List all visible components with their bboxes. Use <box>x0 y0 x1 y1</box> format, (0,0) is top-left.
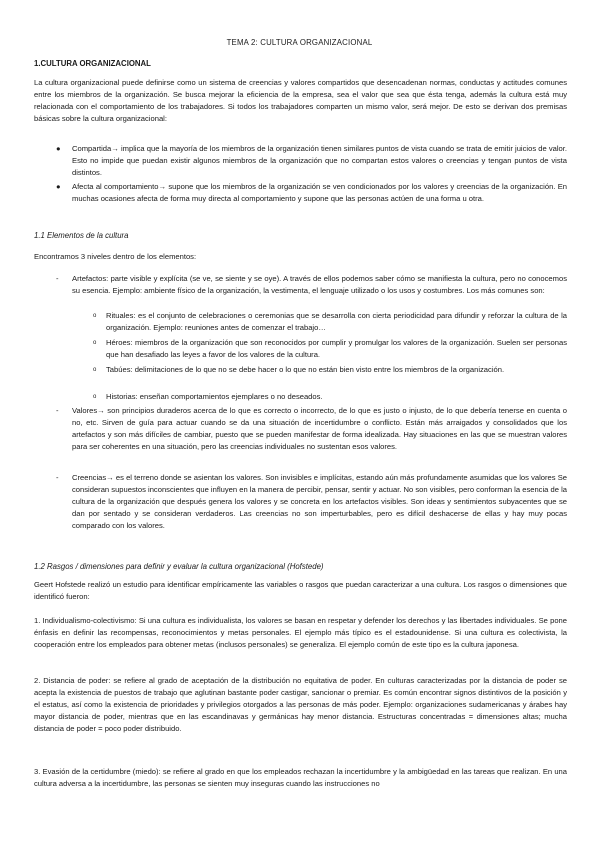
section-heading-cultura-organizacional: 1.CULTURA ORGANIZACIONAL <box>34 59 151 68</box>
valores-item: Valores→ son principios duraderos acerca de lo que es correcto o incorrecto, de lo que es justo o injusto, de lo que debería tenerse en cuenta o no, etc. Sirven de guía para actuar cuando se da una situación de incertidumbre o conflicto. Están más arraigados y consolidados que los artefactos y son más difíciles de cambiar, puesto que se pueden manifestar de forma idealizada. Hay situaciones en las que se muestran valores para ser coherentes en una situación, pero las creencias individuales no sustentan esos valores. <box>72 406 567 451</box>
sub-bullet-marker: o <box>93 340 97 346</box>
document-title: TEMA 2: CULTURA ORGANIZACIONAL <box>226 38 373 47</box>
bullet-marker: ● <box>56 182 61 191</box>
dash-marker: - <box>56 473 59 482</box>
bullet-marker: ● <box>56 144 61 153</box>
creencias-item: Creencias→ es el terreno donde se asientan los valores. Son invisibles e implícitas, estando aún más profundamente asumidas que los valores Se consideran supuestos inconscientes que influyen en la manera de percibir, pensar, sentir y actuar. No son visibles, pero conforman la esencia de la cultura de la organización que después genera los valores y se concreta en los artefactos visibles. Son ideas y sentimientos subyacentes que se dan por sentado y se consideran verdaderos. Las creencias no son imperturbables, pero es difícil deshacerse de ellas y hay muy pocas comparado con los valores. <box>72 473 567 530</box>
sub-bullet-marker: o <box>93 394 97 400</box>
historias-item: Historias: enseñan comportamientos ejemplares o no deseados. <box>106 392 323 401</box>
subsection-heading-rasgos: 1.2 Rasgos / dimensiones para definir y evaluar la cultura organizacional (Hofstede) <box>34 562 324 571</box>
sub-bullet-marker: o <box>93 367 97 373</box>
premisa-afecta-comportamiento: Afecta al comportamiento→ supone que los miembros de la organización se ven condicionados por los valores y creencias de la organización. En muchas ocasiones afecta de forma muy directa al comportamiento y supone que las personas actúen de una forma u otra. <box>72 182 567 203</box>
heroes-item: Héroes: miembros de la organización que son reconocidos por cumplir y promulgar los valores de la organización. Suelen ser personas que han desafiado las leyes a favor de los valores de la cultura. <box>106 338 567 359</box>
dash-marker: - <box>56 274 59 283</box>
subsection-heading-elementos: 1.1 Elementos de la cultura <box>34 231 129 240</box>
dash-marker: - <box>56 406 59 415</box>
rasgo-individualismo: 1. Individualismo-colectivismo: Si una cultura es individualista, los valores se basan en respetar y defender los derechos y las libertades individuales. Se pone énfasis en definir las recompensas, reconocimientos y metas personales. El ejemplo más típico es el estadounidense. Si una cultura es colectivista, la cooperación entre los empleados para obtener metas (inclusos personales) se generaliza. El ejemplo común de este tipo es la cultura japonesa. <box>34 616 567 649</box>
rasgos-intro: Geert Hofstede realizó un estudio para identificar empíricamente las variables o rasgos que puedan caracterizar a una cultura. Los rasgos o dimensiones que identificó fueron: <box>34 580 567 601</box>
intro-paragraph: La cultura organizacional puede definirse como un sistema de creencias y valores compartidos que desencadenan normas, conductas y actitudes comunes entre los miembros de la organización. Se busca mejorar la eficiencia de la empresa, sea el valor que sea que ésta tenga, además la cultura está muy relacionada con el comportamiento de los trabajadores. Si todos los trabajadores comparten un mismo valor, será mejor. De esto se derivan dos premisas básicas sobre la cultura organizacional: <box>34 78 567 123</box>
rasgo-distancia-poder: 2. Distancia de poder: se refiere al grado de aceptación de la distribución no equitativa de poder. En culturas caracterizadas por la distancia de poder se acepta la existencia de puestos de trabajo que aglutinan bastante poder castigar, sancionar o premiar. Es común encontrar signos distintivos de la posición y el estatus, así como la existencia de prioridades y privilegios otorgados a las personas de más poder. Ejemplo: organizaciones sudamericanas y árabes hay mayor distancia de poder, mientras que en las escandinavas y germánicas hay menor distancia. Estructuras concentradas = dimensiones altas; mucha distancia de poder = poco poder distribuido. <box>34 676 567 733</box>
rituales-item: Rituales: es el conjunto de celebraciones o ceremonias que se desarrolla con cierta periodicidad para difundir y reforzar la cultura de la organización. Ejemplo: reuniones antes de comenzar el trabajo… <box>106 311 567 332</box>
elementos-intro: Encontramos 3 niveles dentro de los elementos: <box>34 252 197 261</box>
tabues-item: Tabúes: delimitaciones de lo que no se debe hacer o lo que no están bien visto entre los miembros de la organización. <box>106 365 505 374</box>
premisa-compartida: Compartida→ implica que la mayoría de los miembros de la organización tienen similares puntos de vista cuando se trata de emitir juicios de valor. Esto no impide que puedan existir algunos miembros de la organización que no compartan estos valores o creencias y tengan puntos de vista distintos. <box>72 144 567 177</box>
rasgo-evasion-certidumbre: 3. Evasión de la certidumbre (miedo): se refiere al grado en que los empleados rechazan la incertidumbre y la ambigüedad en las tareas que realizan. En una cultura adversa a la incertidumbre, las personas se sienten muy inseguras cuando las instrucciones no <box>34 767 567 788</box>
sub-bullet-marker: o <box>93 313 97 319</box>
artefactos-item: Artefactos: parte visible y explícita (se ve, se siente y se oye). A través de ellos podemos saber cómo se manifiesta la cultura, pero no conocemos su esencia. Ejemplo: ambiente físico de la organización, la vestimenta, el lenguaje utilizado o los usos y costumbres. Los más comunes son: <box>72 274 567 295</box>
